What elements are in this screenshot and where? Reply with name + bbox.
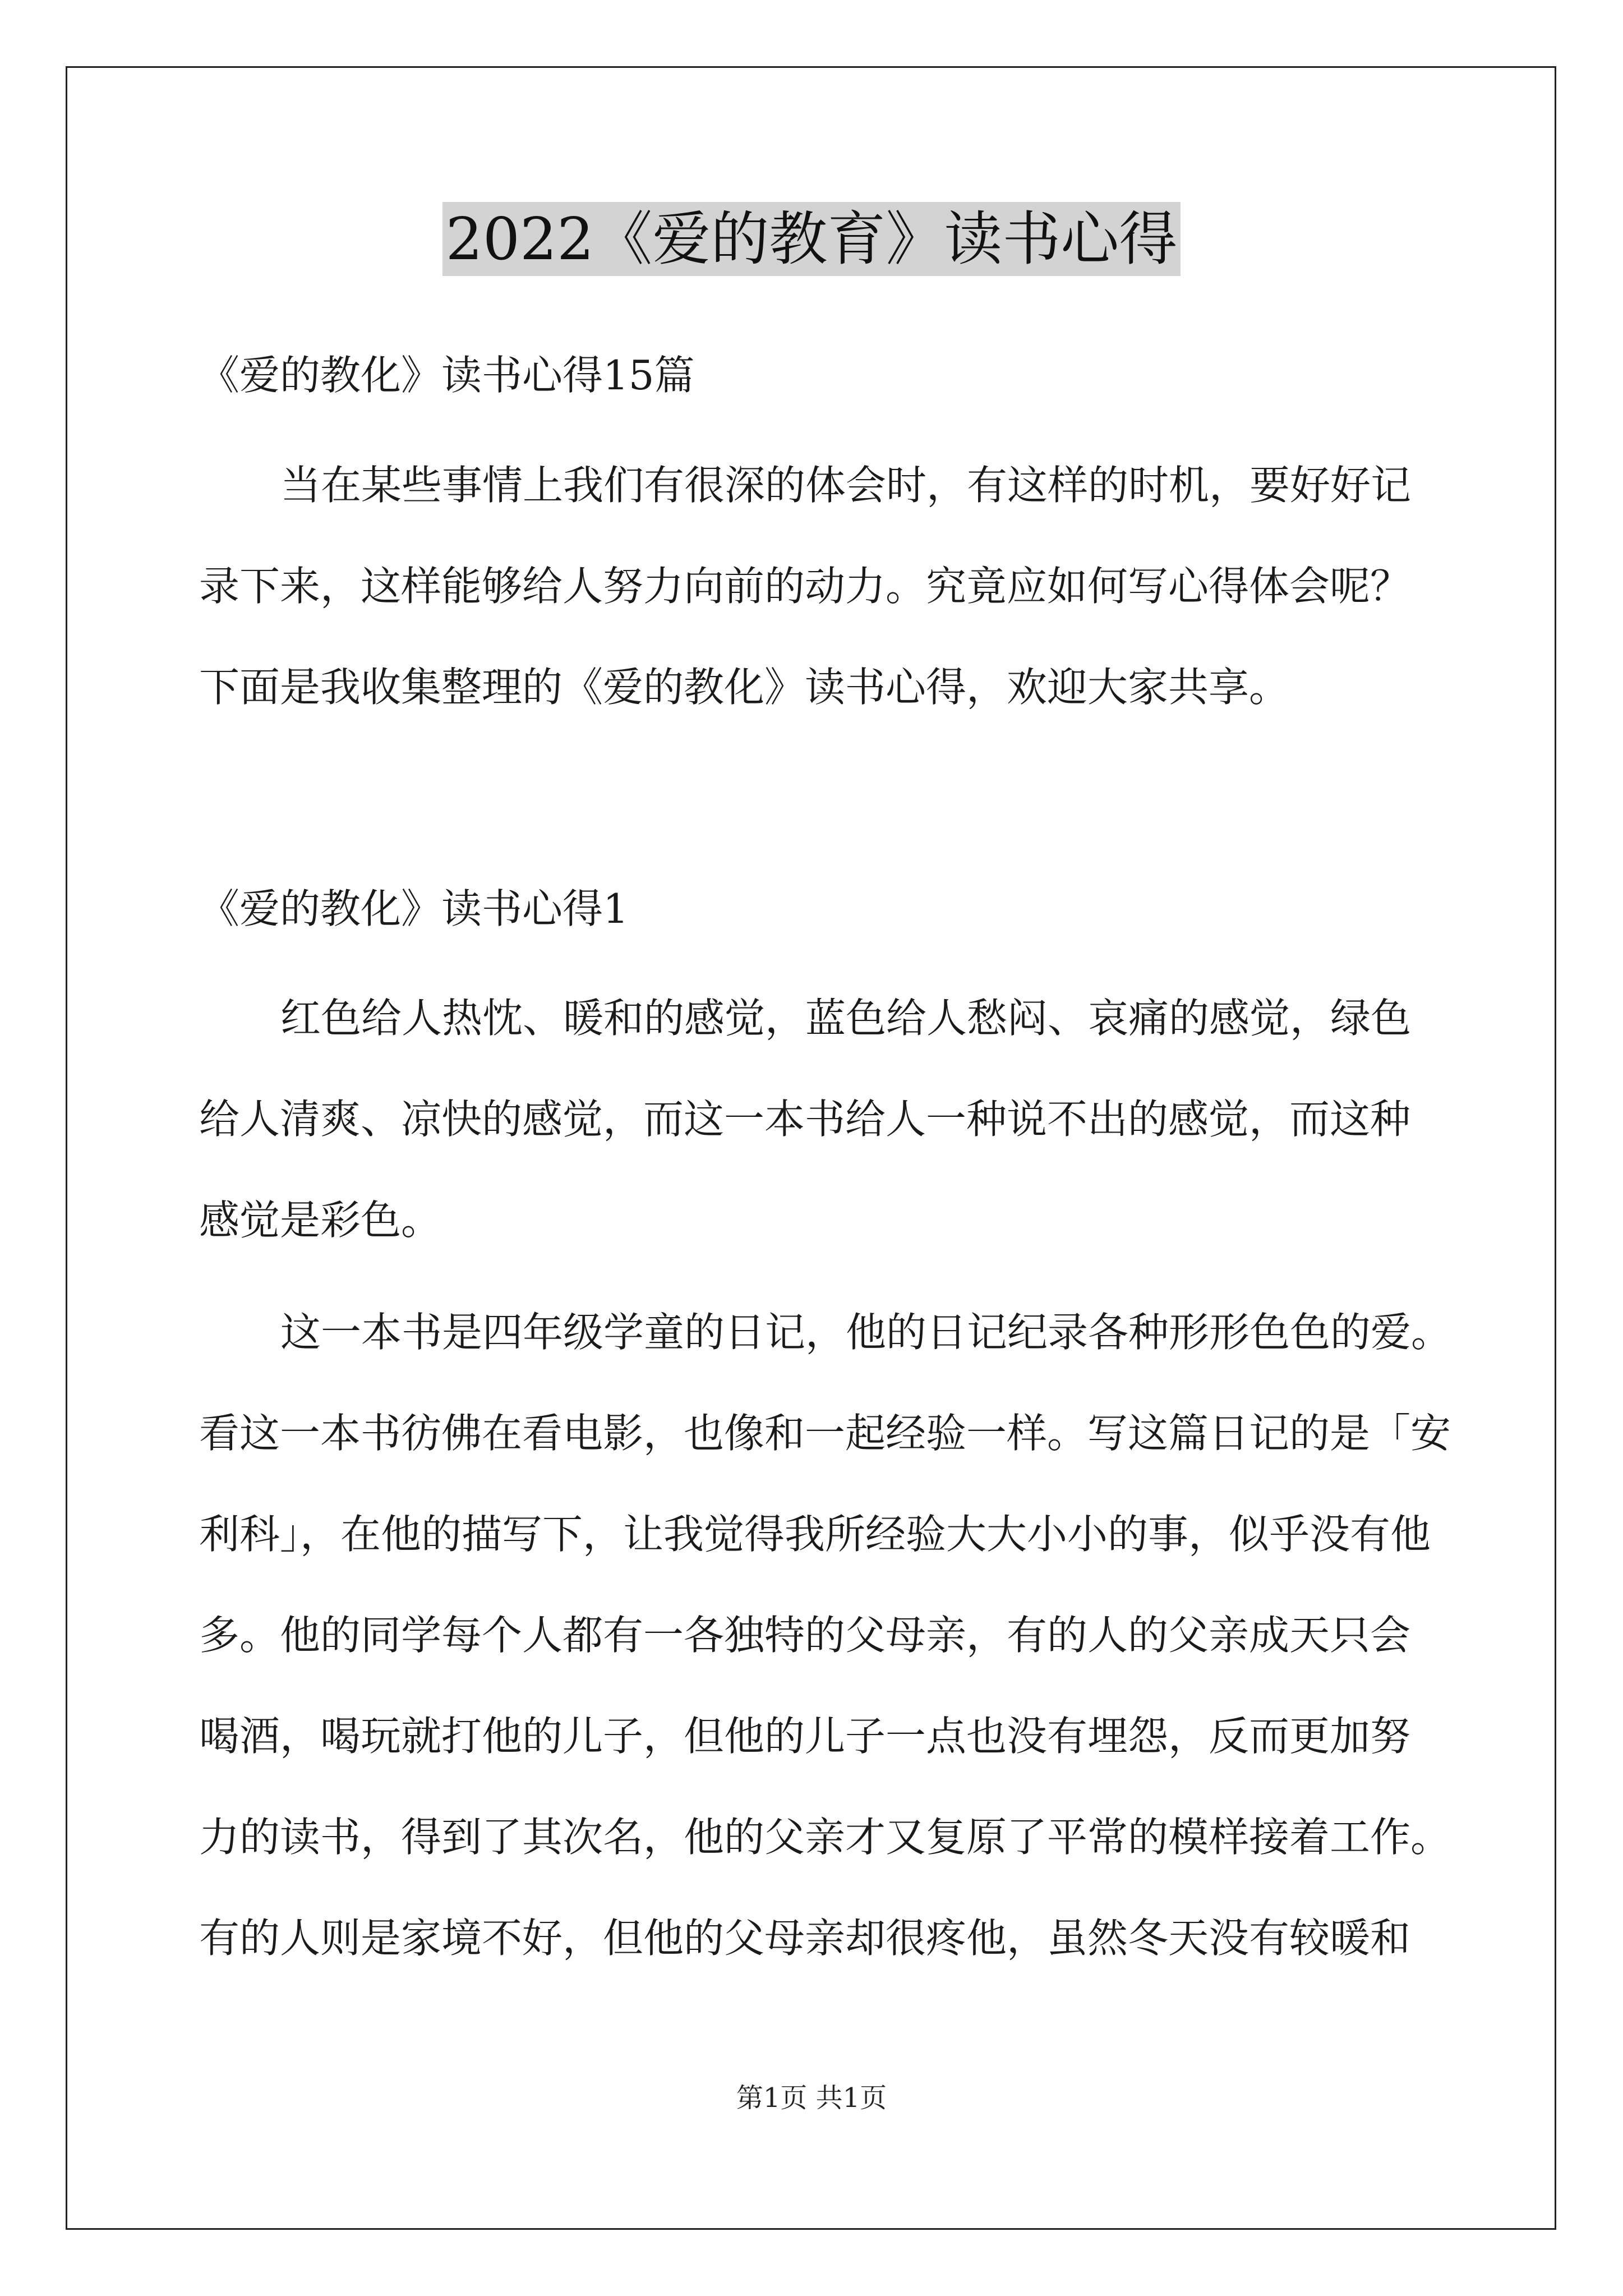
intro-line: 当在某些事情上我们有很深的体会时，有这样的时机，要好好记 [280,462,1412,509]
paragraph-line: 利科」，在他的描写下，让我觉得我所经验大大小小的事，似乎没有他 [199,1511,1431,1558]
paragraph-line: 给人清爽、凉快的感觉，而这一本书给人一种说不出的感觉，而这种 [199,1096,1411,1143]
intro-line: 录下来，这样能够给人努力向前的动力。究竟应如何写心得体会呢？ [199,563,1411,610]
paragraph-line: 喝酒，喝玩就打他的儿子，但他的儿子一点也没有埋怨，反而更加努 [199,1713,1411,1760]
paragraph-line: 力的读书，得到了其次名，他的父亲才又复原了平常的模样接着工作。 [199,1814,1451,1861]
paragraph-line: 红色给人热忱、暖和的感觉，蓝色给人愁闷、哀痛的感觉，绿色 [280,995,1412,1042]
intro-line: 下面是我收集整理的《爱的教化》读书心得，欢迎大家共享。 [199,664,1290,711]
section-heading: 《爱的教化》读书心得1 [199,885,629,932]
paragraph-line: 多。他的同学每个人都有一各独特的父母亲，有的人的父亲成天只会 [199,1612,1411,1659]
document-title: 2022《爱的教育》读书心得 [442,202,1181,276]
page-footer: 第1页 共1页 [736,2082,887,2114]
paragraph-line: 有的人则是家境不好，但他的父母亲却很疼他，虽然冬天没有较暖和 [199,1915,1411,1962]
paragraph-line: 看这一本书彷佛在看电影，也像和一起经验一样。写这篇日记的是「安 [199,1410,1451,1457]
paragraph-line: 感觉是彩色。 [199,1197,442,1244]
paragraph-line: 这一本书是四年级学童的日记，他的日记纪录各种形形色色的爱。 [280,1309,1452,1356]
subtitle: 《爱的教化》读书心得15篇 [199,352,695,399]
